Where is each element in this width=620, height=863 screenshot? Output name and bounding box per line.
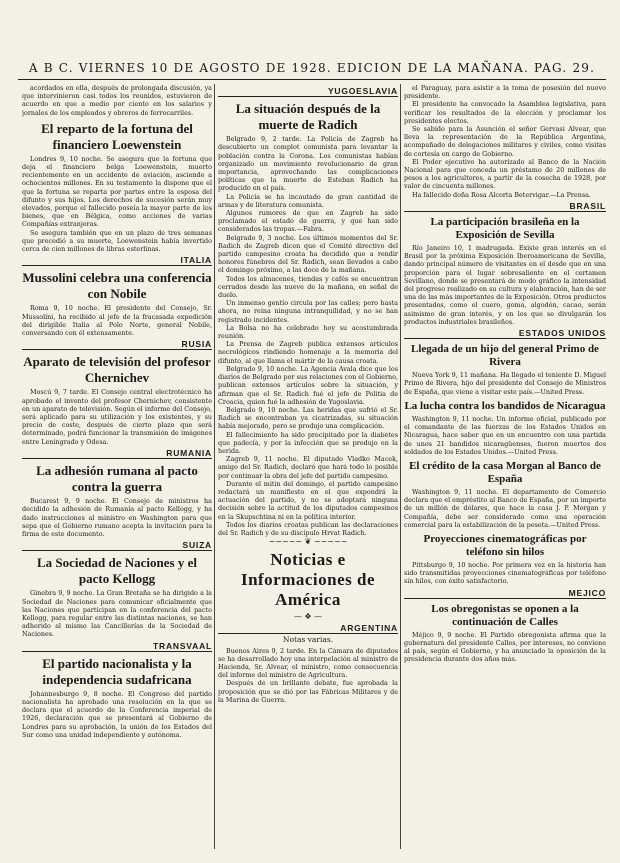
column-middle [218,84,398,849]
article-paragraph: Belgrado 9, 2 tarde. La Policía de Zagreb ha descubierto un complot comunista para levantar la población contra la Corona. Los comunistas habían organizado un movimiento revolucionario de gran importancia, aprovechando las complicaciones políticas que la muerte de Esteban Radich ha producido en el país. [218,135,398,193]
article-paragraph: Bucarest 9, 9 noche. El Consejo de ministros ha decidido la adhesión de Rumanía al pacto Kellogg, y ha dado instrucciones al ministro en Washington para que sepa que el Gobierno rumano acepta la invitación para la firma de este documento. [22,497,212,538]
article-paragraph: Todos los diarios croatas publican las declaraciones del Sr. Radich y de su discípulo Hrvat Radich. [218,520,398,537]
section-label: RUSIA [22,340,212,350]
section-label: YUGOESLAVIA [218,87,398,97]
ornament: — ❖ — [293,612,323,622]
column-divider [400,84,401,849]
column-divider [214,84,215,849]
article-headline: Aparato de televisión del profesor Chernichev [23,354,211,386]
article-headline: El partido nacionalista y la independencia sudafricana [42,655,192,687]
section-label: ARGENTINA [218,624,398,634]
article-paragraph: La Prensa de Zagreb publica extensos artículos necrológicos rindiendo homenaje a la memoria del difunto, al que llama el mártir de la causa croata. [218,340,398,365]
article-paragraph: Belgrado 9, 10 noche. Las heridas que sufrió el Sr. Radich se encontraban ya cicatrizadas, su situación había mejorado, pero se produjo una complicación. [218,405,398,431]
article-paragraph: Un inmenso gentío circula por las calles; pero hasta ahora, no reina ninguna intranquilidad, y no se han registrado incidentes. [218,299,398,324]
section-label: SUIZA [22,541,212,551]
article-paragraph: Zagreb 9, 11 noche. El diputado Vladko Macek, amigo del Sr. Radich, declaró que hará todo lo posible por continuar la obra del jefe del partido campesino. [218,455,398,480]
article-headline: Noticias e Informaciones de América [240,550,376,610]
article-headline: Los obregonistas se oponen a la continuación de Calles [431,602,579,628]
article-paragraph: El Poder ejecutivo ha autorizado al Banco de la Nación Nacional para que conceda un préstamo de 20 millones de pesos a los agricultores, a partir de la cosecha de 1928, por valor de cincuenta millones. [404,157,606,191]
article-paragraph: el Paraguay, para asistir a la toma de posesión del nuevo presidente. [404,84,606,101]
article-headline: El crédito de la casa Morgan al Banco de España [409,459,601,485]
article-paragraph: Ha fallecido doña Rosa Alcorta Betervigar.—La Prensa. [412,190,591,199]
page-header: A B C. VIERNES 10 DE AGOSTO DE 1928. EDICION DE LA MAÑANA. PAG. 29. [18,59,606,80]
article-headline: La situación después de la muerte de Radich [235,101,381,133]
article-headline: Mussolini celebra una conferencia con Nobile [22,270,212,302]
section-label: TRANSVAAL [22,642,212,652]
article-paragraph: Londres 9, 10 noche. Se asegura que la fortuna que deja el financiero belga Loewenstein, muerto recientemente en un accidente de aviación, asciende a ochocientos millones. En su testamento la dispone que el que la fortuna se reparta por partes entre la esposa del difunto y sus hijos. Los derechos de sucesión serán muy elevados, porque el fallecido poseía la mayor parte de los bienes, que en Bélgica, como acciones de varias Compañías extranjeras. [22,154,212,229]
article-headline: La participación brasileña en la Exposición de Sevilla [430,216,580,242]
article-paragraph: Algunos rumores de que en Zagreb ha sido proclamado el estado de guerra, y que han sido considerados las tropas.—Fabra. [218,209,398,234]
article-paragraph: Se sabido para la Asunción el señor Gervasi Alvear, que lleva la representación de la República Argentina, acompañado de delegaciones militares y civiles, como visitas de cortesía en cargo de Gobierno. [404,125,606,158]
article-paragraph: Belgrado 9, 3 noche. Los últimos momentos del Sr. Radich de Zagreb dicen que el Comité directivo del partido campesino croata ha decidido que a rendir honores fúnebres del Sr. Radich, sean llevados a cabo el domingo próximo, a las doce de la mañana. [218,233,398,275]
article-headline: Llegada de un hijo del general Primo de Rivera [411,343,599,369]
article-paragraph: Río Janeiro 10, 1 madrugada. Existe gran interés en el Brasil por la próxima Exposición Iberoamericana de Sevilla, dando principal número de visitantes en el desde que en una proporción para el lugar sobresaliente en el certamen Sevillano, donde se presentará de modo gráfico la intensidad del progreso realizado en su cultura y elaboración, han de ser una de las más importantes de la Exposición. Otros productos presentados, como el cuero, goma, algodón, cacao, serán asimismo de gran interés, y en los que se divulgarán los productos industriales brasileños. [404,244,606,326]
article-paragraph: Durante el mitin del domingo, el partido campesino redactará un manifiesto en el que expondrá la actuación del partido, y no se adoptará ninguna decisión sobre la actitud de los diputados campesinos en la Skupschtina ni en la política interior. [218,479,398,521]
section-label: BRASIL [404,202,606,212]
section-label: ITALIA [22,256,212,266]
article-paragraph: Después de un brillante debate, fue aprobada la proposición que se dió por las Fábricas Militares y de la Marina de Guerra. [218,679,398,704]
article-paragraph: La Bolsa no ha celebrado hoy su acostumbrada reunión. [218,323,398,341]
column-left [22,84,212,849]
article-paragraph: Pittsburgo 9, 10 noche. Por primera vez en la historia han sido transmitidas proyecciones cinematográficas por teléfono sin hilos, con éxito satisfactorio. [404,560,606,586]
article-paragraph: La Policía se ha incautado de gran cantidad de armas y de literatura comunista. [218,192,398,209]
section-label: RUMANIA [22,449,212,459]
article-subhead: Notas varias. [282,635,334,645]
article-headline: Proyecciones cinematográficas por teléfono sin hilos [423,532,587,558]
article-paragraph: Moscú 9, 7 tarde. El Consejo central electrotécnico ha aprobado el invento del profesor Chernichev, consistente en un aparato de televisión. Según el informe del Consejo, será aplicado para su utilización y los existentes, y su precio de coste, después de cierto plazo que será determinado, podrá funcionar la transmisión de imágenes entre Leningrado y Odesa. [22,388,212,446]
article-paragraph: Roma 9, 10 noche. El presidente del Consejo, Sr. Mussolini, ha recibido al jefe de la fracasada expedición del dirigible Italia al Polo Norte, general Nobile, conversando con él extensamente. [22,304,212,338]
section-label: MEJICO [404,589,606,599]
article-paragraph: Ginebra 9, 9 noche. La Gran Bretaña se ha dirigido a la Sociedad de Naciones para comunicar oficialmente que las Naciones que participan en la conferencia del pacto Kellogg, para regular entre las distintas naciones, se han adherido al mismo las Cancillerías de la Sociedad de Naciones. [22,589,212,639]
article-paragraph: Belgrado 9, 10 noche. La Agencia Avala dice que los diarios de Belgrado por sus relaciones con el Gobierno, publican extensos artículos sobre la situación, y afirman que el Sr. Radich fué el jefe de Politia de Croacia, quien fué la adhesión de Yugoslavia. [218,364,398,406]
section-label: ESTADOS UNIDOS [404,329,606,339]
article-paragraph: Johannesburgo 9, 8 noche. El Congreso del partido nacionalista ha aprobado una resolución en la que se declara que el acuerdo de la Conferencia imperial de 1926, declaración que se presentará al Gobierno de Londres para su aprobación, la unión de los Estados del Sur como una unidad independiente y autónoma. [22,689,212,739]
article-paragraph: Méjico 9, 9 noche. El Partido obregonista afirma que la gubernatura del presidente Calles, por intereses, no conviene al país, según el Gobierno, y ha anunciado la oposición de la presidencia durante dos años más. [404,630,606,664]
article-paragraph: acordados en ella, después de prolongada discusión, ya que intervinieron casi todos los reunidos, estuvieron de acuerdo en que a medio por ciento en los salarios y jornales de los empleados y obreros de ferrocarriles. [22,84,212,117]
ornament: ~~~~~ ❦ ~~~~~ [268,537,348,547]
article-headline: La lucha contra los bandidos de Nicaragua [404,399,606,412]
article-paragraph: Nueva York 9, 11 mañana. Ha llegado el teniente D. Miguel Primo de Rivera, hijo del presidente del Consejo de Ministros de España, que viene a visitar este país.—United Press. [404,371,606,396]
column-right [404,84,606,849]
article-paragraph: Se asegura también que en un plazo de tres semanas que precedió a su muerte, Loewenstein había invertido cerca de cien millones de libras esterlinas. [22,228,212,254]
article-headline: La adhesión rumana al pacto contra la guerra [36,463,198,495]
article-paragraph: El fallecimiento ha sido precipitado por la diabetes que padecía, y por la infección que se produjo en la herida. [218,430,398,455]
article-headline: La Sociedad de Naciones y el pacto Kellogg [37,555,197,587]
article-paragraph: Washington 9, 11 noche. El departamento de Comercio declara que el empréstito al Banco de España, por un importe de un millón de dólares, que hace la casa J. P. Morgan y Compañía, debe ser considerado como una operación comercial para la estabilización de la peseta.—United Press. [404,487,606,529]
article-paragraph: Washington 9, 11 noche. Un informe oficial, publicado por el comandante de las fuerzas de los Estados Unidos en Nicaragua, hace saber que en un encuentro con una partida de unos 21 bandidos nicaragüenses, fueron muertos dos soldados de los Estados Unidos.—United Press. [404,414,606,456]
article-headline: El reparto de la fortuna del financiero Loewenstein [41,120,193,152]
article-paragraph: El presidente ha convocado la Asamblea legislativa, para verificar los resultados de la elección y proclamar los presidentes electos. [404,100,606,125]
article-paragraph: Buenos Aires 9, 2 tarde. En la Cámara de diputados se ha desarrollado hoy una interpelación al ministro de Hacienda, Sr. Alvear, el ministro, como consecuencia del informe del ministro de Agricultura. [218,646,398,680]
article-paragraph: Todos los almacenes, tiendas y cafés se encuentran cerrados desde las nueve de la mañana, en señal de duelo. [218,274,398,300]
